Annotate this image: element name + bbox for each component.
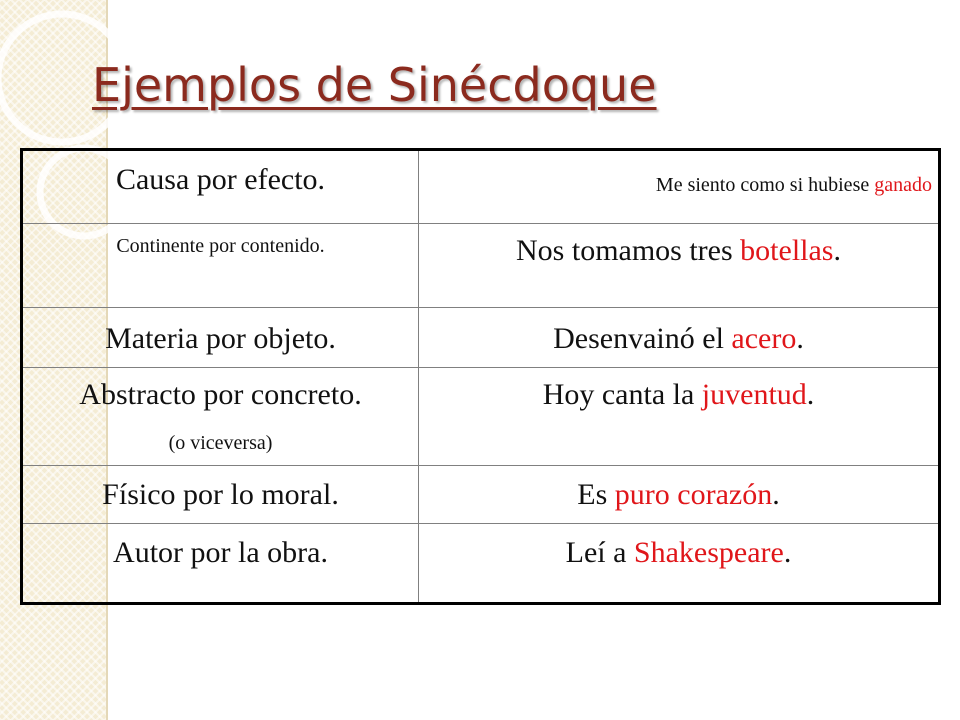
type-label: Abstracto por concreto. (79, 378, 362, 411)
table-row (22, 224, 940, 308)
type-label: Continente por contenido. (116, 235, 325, 257)
example-highlight: botellas (740, 234, 834, 267)
type-cell (22, 150, 419, 224)
table-row (22, 368, 940, 466)
example-end: . (772, 478, 780, 511)
example-end: . (833, 234, 841, 267)
example-text: Desenvainó el (553, 322, 732, 355)
example-end: . (796, 322, 804, 355)
example-highlight: puro corazón (614, 478, 773, 511)
type-cell (22, 308, 419, 368)
example-highlight: acero (731, 322, 797, 355)
example-cell (419, 308, 940, 368)
example-highlight: Shakespeare (633, 536, 784, 569)
type-label: Materia por objeto. (105, 322, 336, 355)
example-text: Hoy canta la (542, 378, 702, 411)
example-text: Leí a (565, 536, 634, 569)
example-cell (419, 150, 940, 224)
example-text: Es (577, 478, 615, 511)
example-text: Nos tomamos tres (516, 234, 741, 267)
table-row (22, 466, 940, 524)
type-label: Causa por efecto. (115, 163, 326, 196)
example-end: . (806, 378, 815, 411)
example-text: Me siento como si hubiese (655, 174, 875, 196)
type-label: Autor por la obra. (113, 536, 328, 569)
example-cell (419, 224, 940, 308)
type-cell (22, 368, 419, 466)
type-label: Físico por lo moral. (102, 478, 339, 511)
example-end: . (783, 536, 792, 569)
sinecdoque-table (20, 148, 941, 605)
table-row (22, 524, 940, 604)
type-note: (o viceversa) (168, 432, 273, 454)
table-row (22, 150, 940, 224)
type-cell (22, 466, 419, 524)
example-cell (419, 368, 940, 466)
example-highlight: juventud (701, 378, 807, 411)
type-cell (22, 224, 419, 308)
type-cell (22, 524, 419, 604)
slide-title: Ejemplos de Sinécdoque (92, 58, 657, 112)
example-cell (419, 524, 940, 604)
table-row (22, 308, 940, 368)
example-cell (419, 466, 940, 524)
example-highlight: ganado (874, 174, 932, 196)
